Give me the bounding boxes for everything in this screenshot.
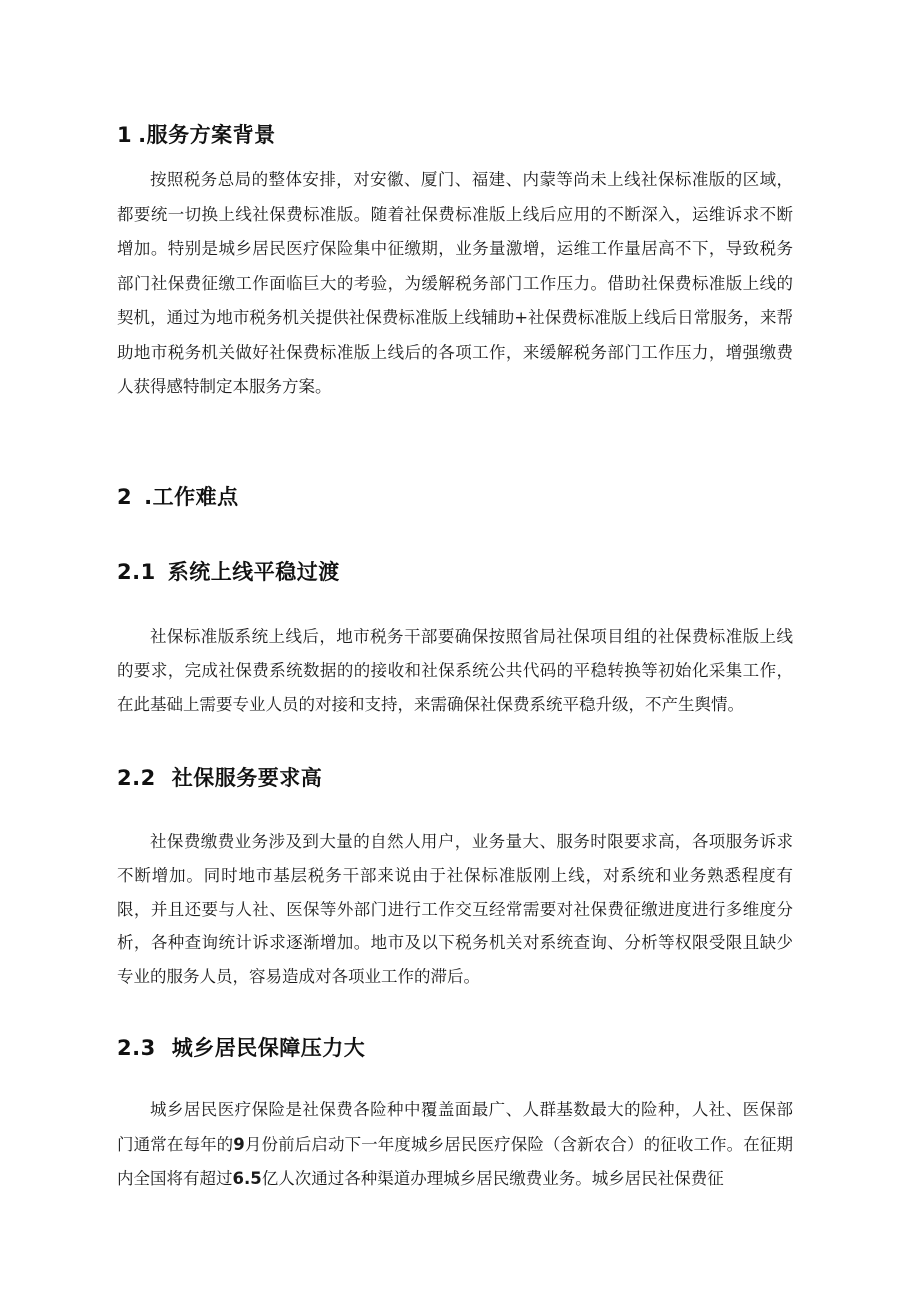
section-2-3-text-part2: 月份前后启动下一年度城乡居民医疗保险（含新农合）的征收工作。在征期内全国将有超过 [117, 1134, 794, 1188]
section-2-2-number: 2.2 [117, 766, 156, 790]
section-2-3-paragraph [117, 1093, 793, 1197]
section-2-3-title: 城乡居民保障压力大 [171, 1036, 366, 1060]
section-2-3-number: 2.3 [117, 1036, 156, 1060]
section-2-3-text-part3: 亿人次通过各种渠道办理城乡居民缴费业务。城乡居民社保费征 [261, 1169, 724, 1188]
section-2-3-count-value: 6.5 [232, 1169, 262, 1188]
section-2-title: .工作难点 [144, 485, 239, 509]
section-1-number: 1 [117, 123, 133, 147]
section-2-2-heading [117, 764, 322, 792]
section-2-2-paragraph: 社保费缴费业务涉及到大量的自然人用户，业务量大、服务时限要求高，各项服务诉求不断增加。同时地市基层税务干部来说由于社保标准版刚上线，对系统和业务熟悉程度有限，并且还要与人社、医保等外部门进行工作交互经常需要对社保费征缴进度进行多维度分析，各种查询统计诉求逐渐增加。地市及以下税务机关对系统查询、分析等权限受限且缺少专业的服务人员，容易造成对各项业工作的滞后。 [117, 832, 793, 987]
section-1-heading [117, 121, 276, 149]
section-1-paragraph: 按照税务总局的整体安排，对安徽、厦门、福建、内蒙等尚未上线社保标准版的区域，都要统一切换上线社保费标准版。随着社保费标准版上线后应用的不断深入，运维诉求不断增加。特别是城乡居民医疗保险集中征缴期，业务量激增，运维工作量居高不下，导致税务部门社保费征缴工作面临巨大的考验，为缓解税务部门工作压力。借助社保费标准版上线的契机，通过为地市税务机关提供社保费标准版上线辅助+社保费标准版上线后日常服务，来帮助地市税务机关做好社保费标准版上线后的各项工作，来缓解税务部门工作压力，增强缴费人获得感特制定本服务方案。 [117, 170, 793, 396]
section-2-1-heading [117, 558, 340, 586]
section-2-3-text-part1: 城乡居民医疗保险是社保费各险种中覆盖面最广、人群基数最大的险种，人社、医保部门通常在每年的 [117, 1100, 793, 1154]
section-1-title: .服务方案背景 [138, 123, 276, 147]
section-2-3-month-value: 9 [233, 1134, 245, 1154]
section-2-3-heading [117, 1034, 365, 1062]
section-2-heading [117, 483, 239, 511]
section-2-1-paragraph: 社保标准版系统上线后，地市税务干部要确保按照省局社保项目组的社保费标准版上线的要求，完成社保费系统数据的的接收和社保系统公共代码的平稳转换等初始化采集工作，在此基础上需要专业人员的对接和支持，来需确保社保费系统平稳升级，不产生舆情。 [117, 627, 793, 714]
section-2-1-number: 2.1 [117, 560, 156, 584]
section-2-2-title: 社保服务要求高 [171, 766, 323, 790]
section-2-number: 2 [117, 485, 133, 509]
section-2-1-title: 系统上线平稳过渡 [167, 560, 340, 584]
